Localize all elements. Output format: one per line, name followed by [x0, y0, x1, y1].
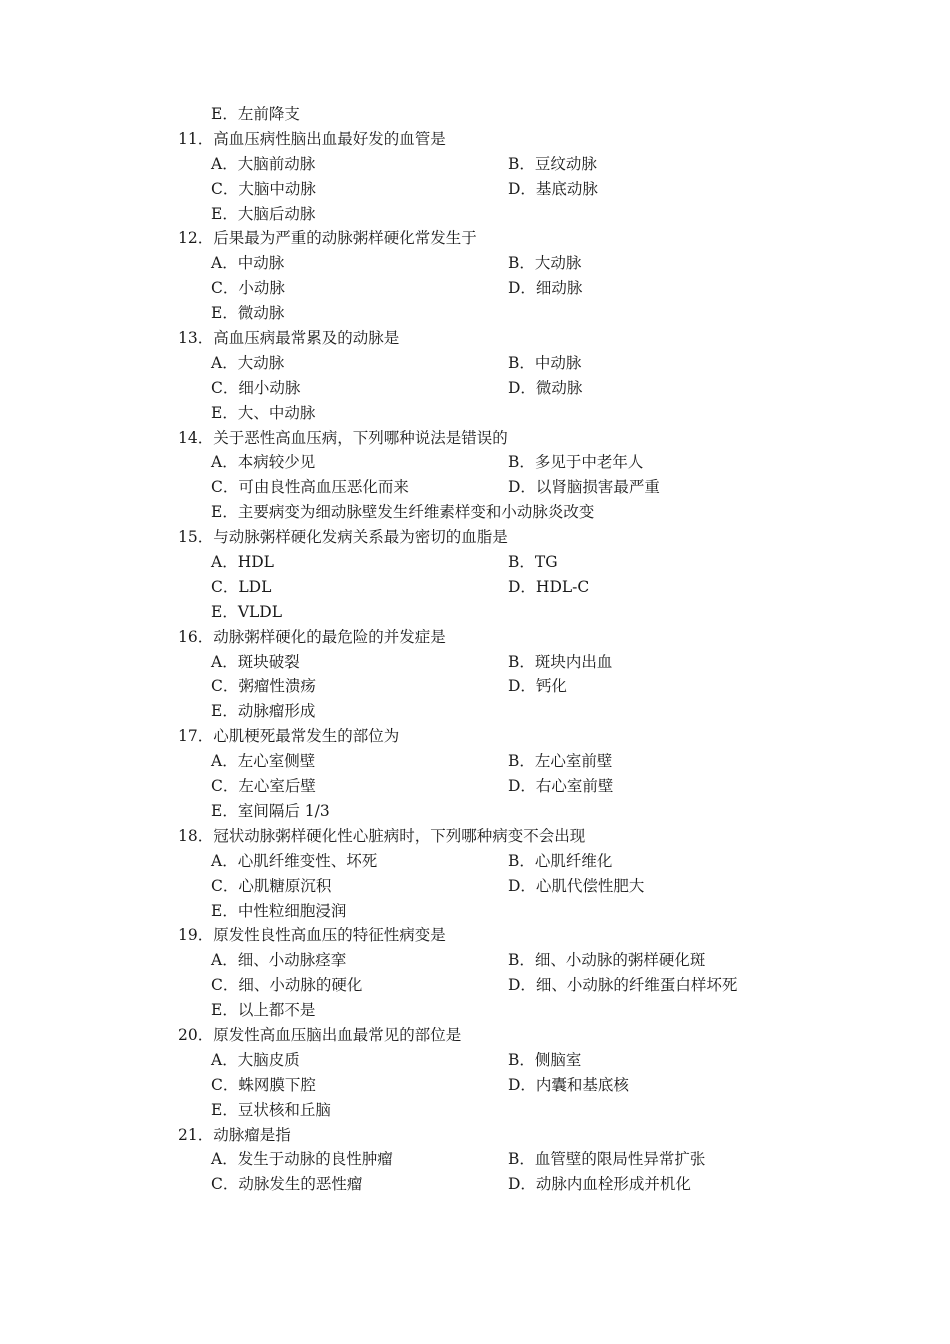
- answer-option: E．豆状核和丘脑: [211, 1100, 331, 1119]
- answer-option: A．大脑皮质: [211, 1050, 300, 1069]
- answer-option: D．右心室前壁: [508, 777, 614, 796]
- answer-option-row: [0, 650, 950, 675]
- answer-option: A．中动脉: [211, 254, 285, 273]
- answer-option: C．细小动脉: [211, 378, 301, 397]
- answer-option: B．中动脉: [508, 353, 582, 372]
- answer-option: A．心肌纤维变性、坏死: [211, 851, 378, 870]
- question-stem: 15．与动脉粥样硬化发病关系最为密切的血脂是: [178, 528, 508, 547]
- answer-option-row: [0, 152, 950, 177]
- answer-option-row: [0, 674, 950, 699]
- answer-option: B．多见于中老年人: [508, 453, 644, 472]
- answer-option: D．心肌代偿性肥大: [508, 876, 645, 895]
- answer-option-row: [0, 874, 950, 899]
- question-stem: 17．心肌梗死最常发生的部位为: [178, 727, 400, 746]
- answer-option: B．血管壁的限局性异常扩张: [508, 1150, 706, 1169]
- answer-option-row: [0, 1147, 950, 1172]
- answer-option: C．可由良性高血压恶化而来: [211, 478, 409, 497]
- answer-option-row: [0, 177, 950, 202]
- answer-option: E．以上都不是: [211, 1001, 316, 1020]
- answer-option: A．大动脉: [211, 353, 285, 372]
- answer-option-row: [0, 550, 950, 575]
- question-stem: 11．高血压病性脑出血最好发的血管是: [178, 129, 446, 148]
- answer-option-row: [0, 774, 950, 799]
- answer-option: C．大脑中动脉: [211, 179, 316, 198]
- answer-option: D．以肾脑损害最严重: [508, 478, 660, 497]
- answer-option: B．斑块内出血: [508, 652, 613, 671]
- answer-option-row: [0, 475, 950, 500]
- answer-option: A．左心室侧壁: [211, 752, 316, 771]
- question-list: [0, 102, 950, 1197]
- answer-option-row: [0, 749, 950, 774]
- answer-option: B．左心室前壁: [508, 752, 613, 771]
- answer-option: A．细、小动脉痉挛: [211, 951, 347, 970]
- answer-option: A．发生于动脉的良性肿瘤: [211, 1150, 393, 1169]
- answer-option-row: [0, 1048, 950, 1073]
- question-stem: 12．后果最为严重的动脉粥样硬化常发生于: [178, 229, 477, 248]
- answer-option: E．大、中动脉: [211, 403, 316, 422]
- answer-option: A．大脑前动脉: [211, 154, 316, 173]
- answer-option: B．TG: [508, 553, 558, 572]
- answer-option: D．HDL-C: [508, 577, 590, 596]
- answer-option: C．细、小动脉的硬化: [211, 976, 363, 995]
- answer-option: B．心肌纤维化: [508, 851, 613, 870]
- question-stem: 13．高血压病最常累及的动脉是: [178, 329, 400, 348]
- answer-option: E．中性粒细胞浸润: [211, 901, 347, 920]
- answer-option: E．微动脉: [211, 304, 285, 323]
- answer-option: E．室间隔后 1/3: [211, 801, 330, 820]
- answer-option: B．细、小动脉的粥样硬化斑: [508, 951, 706, 970]
- answer-option: A．斑块破裂: [211, 652, 300, 671]
- question-stem: 19．原发性良性高血压的特征性病变是: [178, 926, 446, 945]
- answer-option: E．左前降支: [211, 105, 300, 123]
- answer-option-row: [0, 1073, 950, 1098]
- answer-option: C．小动脉: [211, 279, 285, 298]
- answer-option: E．大脑后动脉: [211, 204, 316, 223]
- answer-option: B．侧脑室: [508, 1050, 582, 1069]
- answer-option-row: [0, 1172, 950, 1197]
- answer-option: D．细动脉: [508, 279, 583, 298]
- answer-option-row: [0, 376, 950, 401]
- answer-option: E．动脉瘤形成: [211, 702, 316, 721]
- answer-option-row: [0, 276, 950, 301]
- answer-option-row: [0, 351, 950, 376]
- answer-option: D．钙化: [508, 677, 567, 696]
- question-stem: 16．动脉粥样硬化的最危险的并发症是: [178, 627, 446, 646]
- question-stem: 20．原发性高血压脑出血最常见的部位是: [178, 1025, 462, 1044]
- answer-option: C．左心室后壁: [211, 777, 316, 796]
- answer-option: B．大动脉: [508, 254, 582, 273]
- answer-option: C．动脉发生的恶性瘤: [211, 1175, 363, 1194]
- answer-option: D．内囊和基底核: [508, 1075, 629, 1094]
- answer-option-row: [0, 948, 950, 973]
- answer-option: D．基底动脉: [508, 179, 598, 198]
- answer-option: C．粥瘤性溃疡: [211, 677, 316, 696]
- answer-option: B．豆纹动脉: [508, 154, 597, 173]
- answer-option: C．LDL: [211, 577, 272, 596]
- answer-option-row: [0, 575, 950, 600]
- answer-option: C．心肌糖原沉积: [211, 876, 332, 895]
- answer-option-row: [0, 251, 950, 276]
- question-stem: 14．关于恶性高血压病，下列哪种说法是错误的: [178, 428, 508, 447]
- answer-option: A．HDL: [211, 553, 274, 572]
- answer-option: A．本病较少见: [211, 453, 316, 472]
- answer-option: D．动脉内血栓形成并机化: [508, 1175, 691, 1194]
- answer-option: D．微动脉: [508, 378, 583, 397]
- question-stem: 21．动脉瘤是指: [178, 1125, 291, 1144]
- answer-option: D．细、小动脉的纤维蛋白样坏死: [508, 976, 738, 995]
- question-stem: 18．冠状动脉粥样硬化性心脏病时，下列哪种病变不会出现: [178, 826, 586, 845]
- answer-option-row: [0, 973, 950, 998]
- answer-option: E．VLDL: [211, 602, 283, 621]
- answer-option-row: [0, 849, 950, 874]
- answer-option: E．主要病变为细动脉壁发生纤维素样变和小动脉炎改变: [211, 503, 595, 522]
- answer-option-row: [0, 450, 950, 475]
- answer-option: C．蛛网膜下腔: [211, 1075, 316, 1094]
